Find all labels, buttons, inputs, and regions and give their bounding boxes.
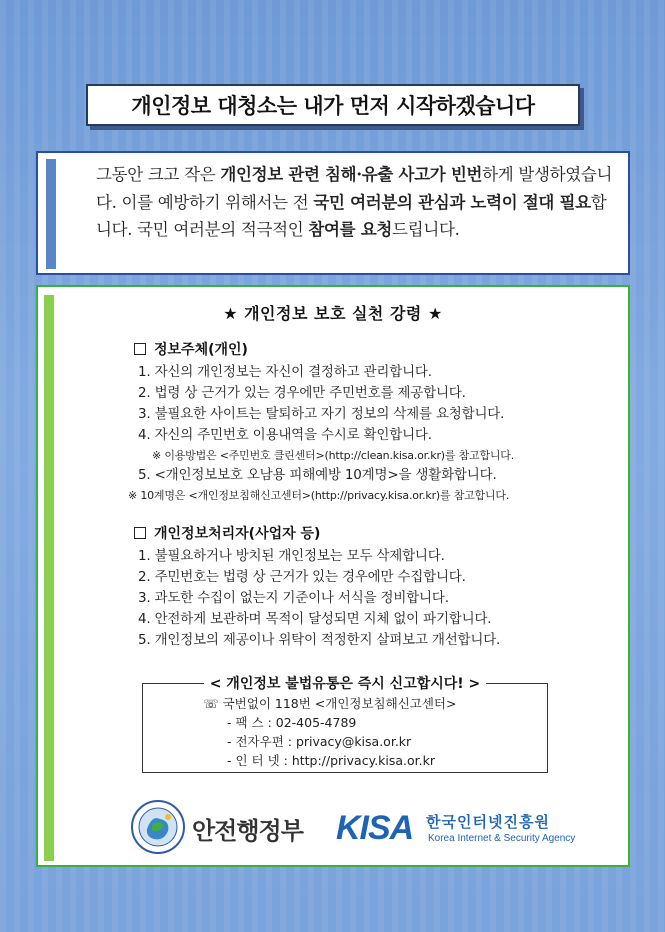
kisa-logo: KISA bbox=[336, 809, 414, 847]
list-item: 1. 자신의 개인정보는 자신이 결정하고 관리합니다. bbox=[138, 364, 432, 380]
guideline-box bbox=[36, 285, 630, 867]
guideline-title: ★ 개인정보 보호 실천 강령 ★ bbox=[223, 304, 443, 323]
list-item: 4. 자신의 주민번호 이용내역을 수시로 확인합니다. bbox=[138, 427, 432, 443]
report-box bbox=[142, 676, 548, 773]
list-note: ※ 10계명은 <개인정보침해신고센터>(http://privacy.kisa.or.kr)를 참고합니다. bbox=[128, 489, 510, 502]
checkbox-icon bbox=[134, 527, 146, 539]
intro-emphasis-1: 개인정보 관련 침해·유출 사고가 빈번 bbox=[220, 165, 483, 184]
list-item: 3. 과도한 수집이 없는지 기준이나 서식을 정비합니다. bbox=[138, 590, 449, 606]
checkbox-icon bbox=[134, 343, 146, 355]
report-phone: ☏ 국번없이 118번 <개인정보침해신고센터> bbox=[203, 696, 457, 711]
list-item: 2. 법령 상 근거가 있는 경우에만 주민번호를 제공합니다. bbox=[138, 385, 466, 401]
list-item: 5. 개인정보의 제공이나 위탁이 적정한지 살펴보고 개선합니다. bbox=[138, 632, 501, 648]
page-title-text: 개인정보 대청소는 내가 먼저 시작하겠습니다 bbox=[131, 94, 535, 118]
list-item: 1. 불필요하거나 방치된 개인정보는 모두 삭제합니다. bbox=[138, 548, 445, 564]
section-individual-heading bbox=[134, 339, 248, 359]
business-list bbox=[138, 546, 500, 651]
kisa-korean-name: 한국인터넷진흥원 bbox=[426, 813, 550, 831]
individual-list bbox=[128, 362, 515, 505]
intro-text-4: 드립니다. bbox=[392, 220, 460, 239]
section-business-label: 개인정보처리자(사업자 등) bbox=[154, 526, 321, 542]
intro-text-2: 하게 발생하였습니다. 이를 예방하기 위해서는 전 bbox=[96, 165, 613, 212]
intro-accent-bar bbox=[46, 159, 56, 269]
report-email: - 전자우편 : privacy@kisa.or.kr bbox=[227, 734, 412, 749]
report-title bbox=[143, 673, 547, 693]
section-business-heading bbox=[134, 523, 320, 543]
guideline-accent-bar bbox=[44, 295, 54, 861]
page-title bbox=[86, 84, 580, 126]
mois-name: 안전행정부 bbox=[192, 817, 303, 845]
intro-box bbox=[36, 151, 630, 275]
report-title-text: < 개인정보 불법유통은 즉시 신고합시다! > bbox=[204, 676, 487, 692]
report-fax: - 팩 스 : 02-405-4789 bbox=[227, 715, 357, 730]
kisa-english-name: Korea Internet & Security Agency bbox=[428, 833, 576, 844]
list-item: 2. 주민번호는 법령 상 근거가 있는 경우에만 수집합니다. bbox=[138, 569, 466, 585]
report-web: - 인 터 넷 : http://privacy.kisa.or.kr bbox=[227, 753, 436, 768]
section-individual-label: 정보주체(개인) bbox=[154, 342, 248, 358]
list-note: ※ 이용방법은 <주민번호 클린센터>(http://clean.kisa.or.kr)를 참고합니다. bbox=[152, 449, 515, 462]
intro-text-1: 그동안 크고 작은 bbox=[96, 165, 221, 184]
intro-emphasis-2: 국민 여러분의 관심과 노력이 절대 필요 bbox=[313, 192, 591, 212]
footer-logos bbox=[38, 797, 628, 857]
list-item: 5. <개인정보보호 오남용 피해예방 10계명>을 생활화합니다. bbox=[138, 467, 497, 483]
intro-paragraph bbox=[96, 161, 616, 244]
list-item: 4. 안전하게 보관하며 목적이 달성되면 지체 없이 파기합니다. bbox=[138, 611, 492, 627]
intro-emphasis-3: 참여를 요청 bbox=[308, 220, 393, 239]
list-item: 3. 불필요한 사이트는 탈퇴하고 자기 정보의 삭제를 요청합니다. bbox=[138, 406, 505, 422]
mois-emblem-icon bbox=[130, 799, 186, 855]
intro-text-3: 합니다. 국민 여러분의 적극적인 bbox=[96, 192, 607, 239]
